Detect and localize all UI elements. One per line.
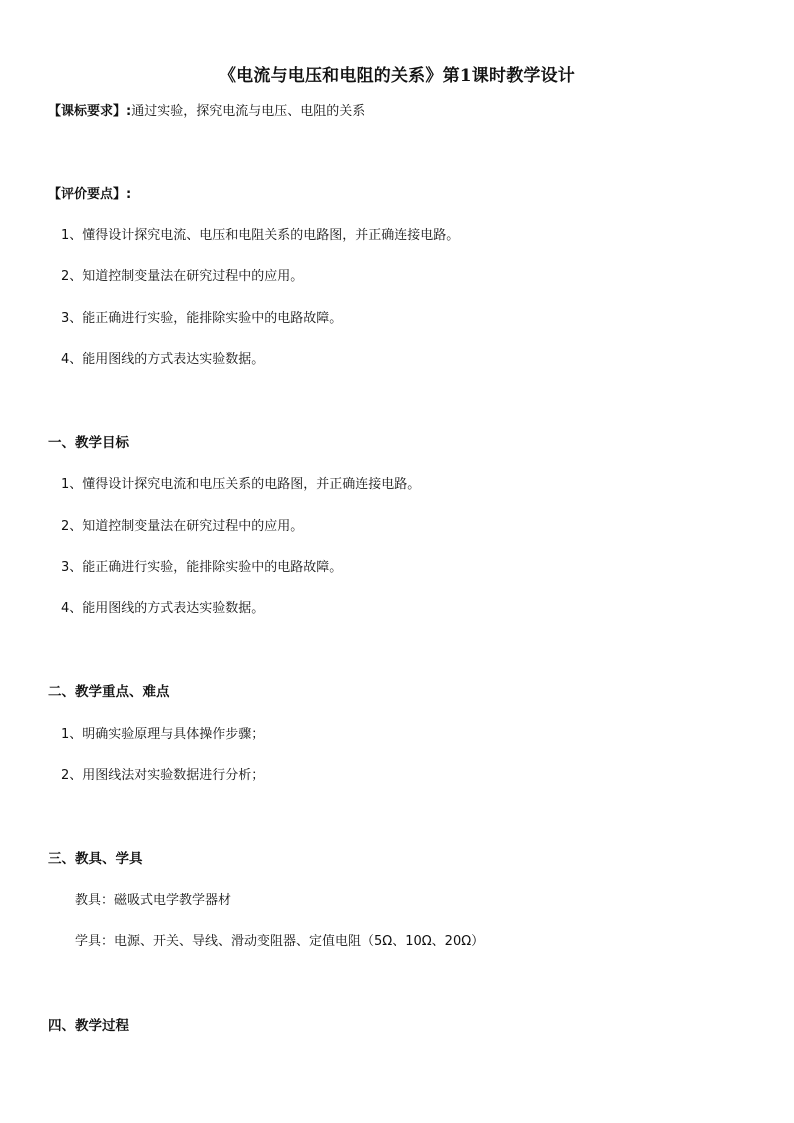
- tools-heading: 三、教具、学具: [48, 851, 143, 867]
- evaluation-item: 1、懂得设计探究电流、电压和电阻关系的电路图，并正确连接电路。: [61, 228, 460, 243]
- teacher-tools: 教具：磁吸式电学教学器材: [75, 893, 232, 908]
- objective-item: 2、知道控制变量法在研究过程中的应用。: [61, 519, 304, 534]
- document-title: 《电流与电压和电阻的关系》第1课时教学设计: [218, 66, 576, 86]
- key-point-item: 1、明确实验原理与具体操作步骤；: [61, 727, 265, 742]
- key-point-item: 2、用图线法对实验数据进行分析；: [61, 768, 265, 783]
- evaluation-label: 【评价要点】:: [48, 187, 132, 202]
- curriculum-requirement: [48, 103, 365, 121]
- process-heading: 四、教学过程: [48, 1018, 129, 1034]
- key-points-heading: 二、教学重点、难点: [48, 684, 170, 700]
- objective-item: 1、懂得设计探究电流和电压关系的电路图，并正确连接电路。: [61, 477, 421, 492]
- objective-item: 4、能用图线的方式表达实验数据。: [61, 601, 265, 616]
- evaluation-item: 3、能正确进行实验，能排除实验中的电路故障。: [61, 311, 343, 326]
- student-tools: 学具：电源、开关、导线、滑动变阻器、定值电阻（5Ω、10Ω、20Ω）: [75, 934, 485, 949]
- objective-item: 3、能正确进行实验，能排除实验中的电路故障。: [61, 560, 343, 575]
- curriculum-text: 通过实验，探究电流与电压、电阻的关系: [131, 104, 366, 119]
- objectives-heading: 一、教学目标: [48, 435, 129, 451]
- curriculum-label: 【课标要求】:: [48, 104, 132, 119]
- evaluation-item: 4、能用图线的方式表达实验数据。: [61, 352, 265, 367]
- evaluation-item: 2、知道控制变量法在研究过程中的应用。: [61, 269, 304, 284]
